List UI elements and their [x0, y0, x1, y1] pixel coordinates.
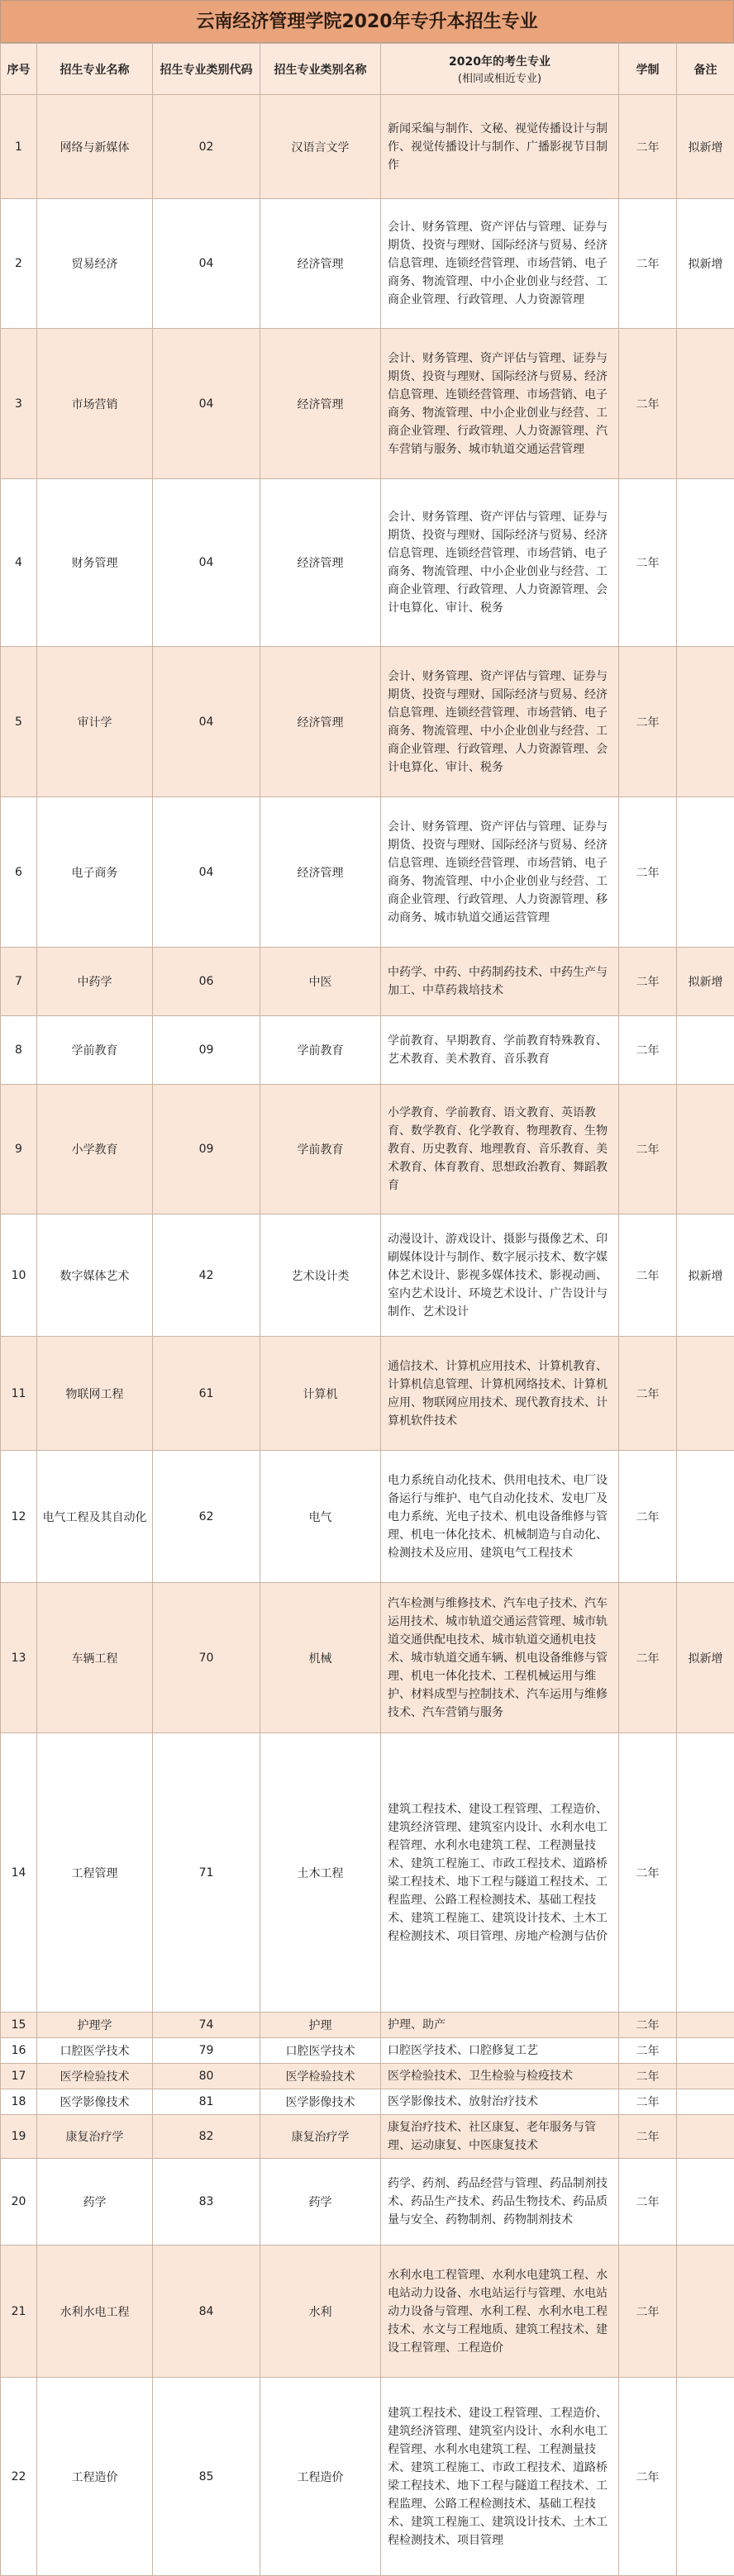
cell-code: 09 [153, 1085, 260, 1214]
cell-major: 市场营销 [37, 329, 153, 479]
cell-note: 拟新增 [677, 199, 734, 329]
cell-duration: 二年 [619, 479, 677, 647]
cell-note: 拟新增 [677, 948, 734, 1016]
cell-duration: 二年 [619, 2246, 677, 2378]
cell-major: 口腔医学技术 [37, 2038, 153, 2064]
cell-category: 学前教育 [260, 1085, 381, 1214]
cell-related: 动漫设计、游戏设计、摄影与摄像艺术、印刷媒体设计与制作、数字展示技术、数字媒体艺术设计、影视多媒体技术、影视动画、室内艺术设计、环境艺术设计、广告设计与制作、艺术设计 [381, 1214, 619, 1337]
cell-major: 贸易经济 [37, 199, 153, 329]
table-row [1, 95, 734, 199]
cell-note [677, 2115, 734, 2159]
cell-duration: 二年 [619, 199, 677, 329]
cell-category: 土木工程 [260, 1733, 381, 2013]
cell-duration: 二年 [619, 2115, 677, 2159]
cell-category: 经济管理 [260, 479, 381, 647]
cell-major: 护理学 [37, 2013, 153, 2038]
header-code: 招生专业类别代码 [153, 44, 260, 95]
table-row [1, 2089, 734, 2115]
cell-no: 1 [1, 95, 37, 199]
cell-duration: 二年 [619, 1733, 677, 2013]
cell-no: 5 [1, 647, 37, 797]
header-related-main: 2020年的考生专业 [386, 53, 613, 69]
cell-related: 学前教育、早期教育、学前教育特殊教育、艺术教育、美术教育、音乐教育 [381, 1016, 619, 1085]
cell-duration: 二年 [619, 329, 677, 479]
cell-duration: 二年 [619, 2038, 677, 2064]
cell-note [677, 2378, 734, 2576]
cell-category: 康复治疗学 [260, 2115, 381, 2159]
cell-related: 医学影像技术、放射治疗技术 [381, 2089, 619, 2115]
header-related-sub: (相同或相近专业) [386, 69, 613, 85]
cell-no: 16 [1, 2038, 37, 2064]
cell-duration: 二年 [619, 2013, 677, 2038]
cell-category: 学前教育 [260, 1016, 381, 1085]
cell-no: 8 [1, 1016, 37, 1085]
cell-no: 4 [1, 479, 37, 647]
cell-major: 学前教育 [37, 1016, 153, 1085]
cell-no: 22 [1, 2378, 37, 2576]
header-major: 招生专业名称 [37, 44, 153, 95]
cell-note [677, 2246, 734, 2378]
cell-related: 护理、助产 [381, 2013, 619, 2038]
cell-duration: 二年 [619, 95, 677, 199]
cell-related: 小学教育、学前教育、语文教育、英语教育、数学教育、化学教育、物理教育、生物教育、历史教育、地理教育、音乐教育、美术教育、体育教育、思想政治教育、舞蹈教育 [381, 1085, 619, 1214]
cell-code: 04 [153, 329, 260, 479]
cell-related: 建筑工程技术、建设工程管理、工程造价、建筑经济管理、建筑室内设计、水利水电工程管理、水利水电建筑工程、工程测量技术、建筑工程施工、市政工程技术、道路桥梁工程技术、地下工程与隧道工程技术、工程监理、公路工程检测技术、基础工程技术、建筑工程施工、建筑设计技术、土木工程检测技术、项目管理 [381, 2378, 619, 2576]
cell-major: 物联网工程 [37, 1337, 153, 1451]
table-body [1, 95, 734, 2576]
cell-code: 04 [153, 479, 260, 647]
cell-no: 7 [1, 948, 37, 1016]
cell-related: 会计、财务管理、资产评估与管理、证券与期货、投资与理财、国际经济与贸易、经济信息管理、连锁经营管理、市场营销、电子商务、物流管理、中小企业创业与经营、工商企业管理、行政管理、人力资源管理、移动商务、城市轨道交通运营管理 [381, 797, 619, 948]
admission-table [0, 43, 734, 2576]
cell-related: 口腔医学技术、口腔修复工艺 [381, 2038, 619, 2064]
cell-category: 药学 [260, 2159, 381, 2246]
cell-duration: 二年 [619, 2378, 677, 2576]
header-note: 备注 [677, 44, 734, 95]
cell-code: 70 [153, 1583, 260, 1733]
table-row [1, 1016, 734, 1085]
cell-duration: 二年 [619, 1337, 677, 1451]
header-category: 招生专业类别名称 [260, 44, 381, 95]
cell-code: 81 [153, 2089, 260, 2115]
cell-major: 康复治疗学 [37, 2115, 153, 2159]
cell-code: 04 [153, 647, 260, 797]
cell-note [677, 1733, 734, 2013]
table-row [1, 797, 734, 948]
table-title: 云南经济管理学院2020年专升本招生专业 [0, 0, 734, 43]
cell-code: 79 [153, 2038, 260, 2064]
cell-note: 拟新增 [677, 1583, 734, 1733]
cell-note [677, 2159, 734, 2246]
cell-no: 13 [1, 1583, 37, 1733]
cell-no: 14 [1, 1733, 37, 2013]
cell-note [677, 329, 734, 479]
cell-no: 2 [1, 199, 37, 329]
cell-note [677, 2013, 734, 2038]
cell-major: 审计学 [37, 647, 153, 797]
cell-related: 会计、财务管理、资产评估与管理、证券与期货、投资与理财、国际经济与贸易、经济信息管理、连锁经营管理、市场营销、电子商务、物流管理、中小企业创业与经营、工商企业管理、行政管理、人力资源管理、汽车营销与服务、城市轨道交通运营管理 [381, 329, 619, 479]
table-row [1, 479, 734, 647]
cell-major: 电气工程及其自动化 [37, 1451, 153, 1583]
cell-major: 数字媒体艺术 [37, 1214, 153, 1337]
cell-major: 工程造价 [37, 2378, 153, 2576]
cell-category: 艺术设计类 [260, 1214, 381, 1337]
cell-note [677, 647, 734, 797]
cell-note [677, 1085, 734, 1214]
cell-major: 网络与新媒体 [37, 95, 153, 199]
table-row [1, 2064, 734, 2089]
cell-code: 74 [153, 2013, 260, 2038]
table-row [1, 948, 734, 1016]
cell-duration: 二年 [619, 1016, 677, 1085]
cell-major: 医学影像技术 [37, 2089, 153, 2115]
table-row [1, 2159, 734, 2246]
cell-major: 车辆工程 [37, 1583, 153, 1733]
cell-related: 通信技术、计算机应用技术、计算机教育、计算机信息管理、计算机网络技术、计算机应用、物联网应用技术、现代教育技术、计算机软件技术 [381, 1337, 619, 1451]
cell-note [677, 2064, 734, 2089]
cell-category: 中医 [260, 948, 381, 1016]
cell-related: 会计、财务管理、资产评估与管理、证券与期货、投资与理财、国际经济与贸易、经济信息管理、连锁经营管理、市场营销、电子商务、物流管理、中小企业创业与经营、工商企业管理、行政管理、人力资源管理、会计电算化、审计、税务 [381, 479, 619, 647]
cell-note [677, 1016, 734, 1085]
table-row [1, 1337, 734, 1451]
table-row [1, 199, 734, 329]
cell-duration: 二年 [619, 2064, 677, 2089]
table-row [1, 2246, 734, 2378]
table-row [1, 1733, 734, 2013]
cell-category: 医学影像技术 [260, 2089, 381, 2115]
cell-duration: 二年 [619, 1085, 677, 1214]
table-row [1, 1451, 734, 1583]
cell-no: 9 [1, 1085, 37, 1214]
cell-related: 会计、财务管理、资产评估与管理、证券与期货、投资与理财、国际经济与贸易、经济信息管理、连锁经营管理、市场营销、电子商务、物流管理、中小企业创业与经营、工商企业管理、行政管理、人力资源管理 [381, 199, 619, 329]
header-row [1, 44, 734, 95]
cell-category: 医学检验技术 [260, 2064, 381, 2089]
cell-related: 电力系统自动化技术、供用电技术、电厂设备运行与维护、电气自动化技术、发电厂及电力系统、光电子技术、机电设备维修与管理、机电一体化技术、机械制造与自动化、检测技术及应用、建筑电气工程技术 [381, 1451, 619, 1583]
cell-no: 20 [1, 2159, 37, 2246]
cell-major: 财务管理 [37, 479, 153, 647]
cell-no: 6 [1, 797, 37, 948]
table-row [1, 1214, 734, 1337]
cell-code: 02 [153, 95, 260, 199]
cell-note [677, 1451, 734, 1583]
cell-code: 71 [153, 1733, 260, 2013]
cell-note: 拟新增 [677, 95, 734, 199]
cell-duration: 二年 [619, 1214, 677, 1337]
cell-category: 经济管理 [260, 199, 381, 329]
header-related [381, 44, 619, 95]
cell-duration: 二年 [619, 1583, 677, 1733]
cell-related: 药学、药剂、药品经营与管理、药品制剂技术、药品生产技术、药品生物技术、药品质量与安全、药物制剂、药物制剂技术 [381, 2159, 619, 2246]
header-no: 序号 [1, 44, 37, 95]
cell-category: 护理 [260, 2013, 381, 2038]
cell-no: 19 [1, 2115, 37, 2159]
cell-note [677, 2089, 734, 2115]
cell-code: 42 [153, 1214, 260, 1337]
cell-code: 85 [153, 2378, 260, 2576]
cell-duration: 二年 [619, 647, 677, 797]
cell-code: 62 [153, 1451, 260, 1583]
table-row [1, 2378, 734, 2576]
cell-note [677, 2038, 734, 2064]
cell-major: 水利水电工程 [37, 2246, 153, 2378]
cell-major: 电子商务 [37, 797, 153, 948]
cell-major: 中药学 [37, 948, 153, 1016]
cell-code: 83 [153, 2159, 260, 2246]
cell-no: 18 [1, 2089, 37, 2115]
cell-duration: 二年 [619, 1451, 677, 1583]
table-row [1, 2115, 734, 2159]
cell-related: 新闻采编与制作、文秘、视觉传播设计与制作、视觉传播设计与制作、广播影视节目制作 [381, 95, 619, 199]
cell-related: 会计、财务管理、资产评估与管理、证券与期货、投资与理财、国际经济与贸易、经济信息管理、连锁经营管理、市场营销、电子商务、物流管理、中小企业创业与经营、工商企业管理、行政管理、人力资源管理、会计电算化、审计、税务 [381, 647, 619, 797]
cell-note [677, 479, 734, 647]
cell-duration: 二年 [619, 2159, 677, 2246]
table-row [1, 2038, 734, 2064]
cell-category: 机械 [260, 1583, 381, 1733]
cell-note: 拟新增 [677, 1214, 734, 1337]
cell-related: 水利水电工程管理、水利水电建筑工程、水电站动力设备、水电站运行与管理、水电站动力设备与管理、水利工程、水利水电工程技术、水文与工程地质、建筑工程技术、建设工程管理、工程造价 [381, 2246, 619, 2378]
cell-note [677, 797, 734, 948]
cell-category: 汉语言文学 [260, 95, 381, 199]
cell-duration: 二年 [619, 948, 677, 1016]
header-duration: 学制 [619, 44, 677, 95]
cell-code: 09 [153, 1016, 260, 1085]
cell-category: 经济管理 [260, 329, 381, 479]
table-row [1, 2013, 734, 2038]
cell-note [677, 1337, 734, 1451]
cell-duration: 二年 [619, 797, 677, 948]
cell-major: 小学教育 [37, 1085, 153, 1214]
table-row [1, 329, 734, 479]
cell-related: 康复治疗技术、社区康复、老年服务与管理、运动康复、中医康复技术 [381, 2115, 619, 2159]
cell-no: 10 [1, 1214, 37, 1337]
cell-related: 中药学、中药、中药制药技术、中药生产与加工、中草药栽培技术 [381, 948, 619, 1016]
cell-duration: 二年 [619, 2089, 677, 2115]
cell-category: 水利 [260, 2246, 381, 2378]
cell-related: 医学检验技术、卫生检验与检疫技术 [381, 2064, 619, 2089]
cell-category: 经济管理 [260, 797, 381, 948]
cell-no: 3 [1, 329, 37, 479]
cell-code: 84 [153, 2246, 260, 2378]
table-row [1, 1583, 734, 1733]
cell-no: 21 [1, 2246, 37, 2378]
cell-category: 电气 [260, 1451, 381, 1583]
cell-code: 06 [153, 948, 260, 1016]
cell-major: 工程管理 [37, 1733, 153, 2013]
cell-related: 汽车检测与维修技术、汽车电子技术、汽车运用技术、城市轨道交通运营管理、城市轨道交通供配电技术、城市轨道交通机电技术、城市轨道交通车辆、机电设备维修与管理、机电一体化技术、工程机械运用与维护、材料成型与控制技术、汽车运用与维修技术、汽车营销与服务 [381, 1583, 619, 1733]
cell-category: 经济管理 [260, 647, 381, 797]
cell-code: 04 [153, 199, 260, 329]
table-row [1, 1085, 734, 1214]
table-row [1, 647, 734, 797]
cell-category: 工程造价 [260, 2378, 381, 2576]
cell-code: 80 [153, 2064, 260, 2089]
cell-code: 61 [153, 1337, 260, 1451]
cell-code: 82 [153, 2115, 260, 2159]
cell-major: 医学检验技术 [37, 2064, 153, 2089]
cell-major: 药学 [37, 2159, 153, 2246]
cell-no: 11 [1, 1337, 37, 1451]
cell-related: 建筑工程技术、建设工程管理、工程造价、建筑经济管理、建筑室内设计、水利水电工程管理、水利水电建筑工程、工程测量技术、建筑工程施工、市政工程技术、道路桥梁工程技术、地下工程与隧道工程技术、工程监理、公路工程检测技术、基础工程技术、建筑工程施工、建筑设计技术、土木工程检测技术、项目管理、房地产检测与估价 [381, 1733, 619, 2013]
cell-no: 15 [1, 2013, 37, 2038]
cell-category: 计算机 [260, 1337, 381, 1451]
cell-code: 04 [153, 797, 260, 948]
cell-no: 12 [1, 1451, 37, 1583]
cell-category: 口腔医学技术 [260, 2038, 381, 2064]
cell-no: 17 [1, 2064, 37, 2089]
